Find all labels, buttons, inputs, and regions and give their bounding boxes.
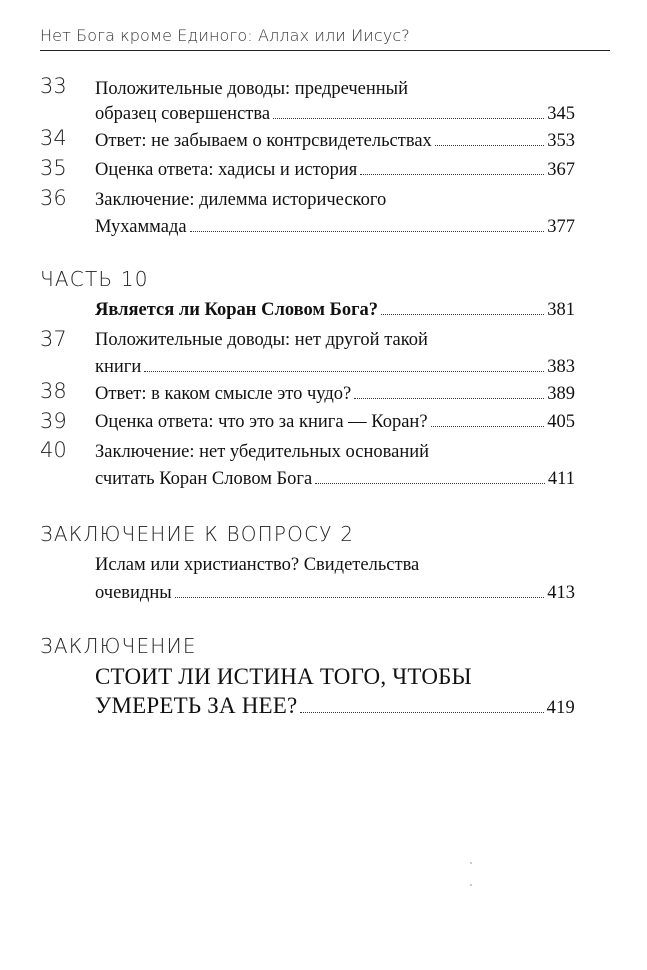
page-number: 413	[547, 583, 575, 603]
chapter-number: 37	[40, 327, 67, 351]
chapter-title-line1: Оценка ответа: что это за книга — Коран?	[95, 412, 428, 432]
dot-leader	[435, 145, 544, 146]
scan-speck	[470, 884, 472, 886]
chapter-title-leader	[95, 412, 575, 433]
chapter-title-leader	[95, 160, 575, 181]
page-number: 389	[547, 384, 575, 404]
chapter-number: 33	[40, 74, 67, 98]
chapter-title-line1: Положительные доводы: предреченный	[95, 79, 408, 99]
section-heading-conclusion: ЗАКЛЮЧЕНИЕ	[40, 634, 197, 658]
page-number: 367	[547, 160, 575, 180]
chapter-title-line1: Заключение: нет убедительных оснований	[95, 442, 430, 462]
dot-leader	[273, 118, 544, 119]
dot-leader	[315, 483, 545, 484]
chapter-title-leader	[95, 384, 575, 405]
dot-leader	[431, 426, 545, 427]
chapter-title-line2: Мухаммада	[95, 217, 187, 237]
dot-leader	[360, 174, 544, 175]
section-title-line2: УМЕРЕТЬ ЗА НЕЕ?	[95, 693, 298, 718]
chapter-title-line1: Заключение: дилемма исторического	[95, 190, 387, 210]
page-number: 419	[546, 698, 575, 718]
dot-leader	[354, 398, 544, 399]
dot-leader	[381, 314, 544, 315]
dot-leader	[300, 712, 543, 713]
chapter-title-leader	[95, 104, 575, 125]
page-number: 381	[547, 300, 575, 320]
scan-speck	[470, 862, 472, 864]
chapter-number: 35	[40, 156, 67, 180]
chapter-number: 34	[40, 126, 67, 150]
section-title-line1: Ислам или христианство? Свидетельства	[95, 555, 420, 575]
section-heading-conclusion-q2: ЗАКЛЮЧЕНИЕ К ВОПРОСУ 2	[40, 522, 355, 546]
header-rule	[40, 50, 610, 51]
chapter-title-line2: образец совершенства	[95, 104, 271, 124]
chapter-title-leader	[95, 131, 575, 152]
chapter-title-leader	[95, 469, 575, 490]
chapter-number: 36	[40, 186, 67, 210]
chapter-number: 39	[40, 409, 67, 433]
chapter-title-line2: книги	[95, 357, 142, 377]
section-title-line2: очевидны	[95, 583, 172, 603]
chapter-title-leader	[95, 357, 575, 378]
part-heading: ЧАСТЬ 10	[40, 267, 149, 291]
section-title-leader	[95, 583, 575, 604]
dot-leader	[190, 231, 545, 232]
page-number: 405	[547, 412, 575, 432]
page-number: 345	[547, 104, 575, 124]
dot-leader	[175, 597, 545, 598]
running-header: Нет Бога кроме Единого: Аллах или Иисус?	[40, 26, 410, 45]
chapter-number: 38	[40, 379, 67, 403]
part-title-leader	[95, 300, 575, 321]
chapter-title-line1: Ответ: в каком смысле это чудо?	[95, 384, 352, 404]
page-number: 377	[547, 217, 575, 237]
chapter-title-line2: считать Коран Словом Бога	[95, 469, 313, 489]
page-number: 353	[547, 131, 575, 151]
part-title: Является ли Коран Словом Бога?	[95, 300, 378, 320]
chapter-number: 40	[40, 438, 67, 462]
chapter-title-line1: Оценка ответа: хадисы и история	[95, 160, 358, 180]
section-title-leader	[95, 693, 575, 719]
chapter-title-leader	[95, 217, 575, 238]
chapter-title-line1: Положительные доводы: нет другой такой	[95, 330, 428, 350]
chapter-title-line1: Ответ: не забываем о контрсвидетельствах	[95, 131, 432, 151]
page-number: 411	[547, 469, 575, 489]
dot-leader	[144, 371, 544, 372]
page-number: 383	[547, 357, 575, 377]
section-title-line1: СТОИТ ЛИ ИСТИНА ТОГО, ЧТОБЫ	[95, 664, 472, 689]
